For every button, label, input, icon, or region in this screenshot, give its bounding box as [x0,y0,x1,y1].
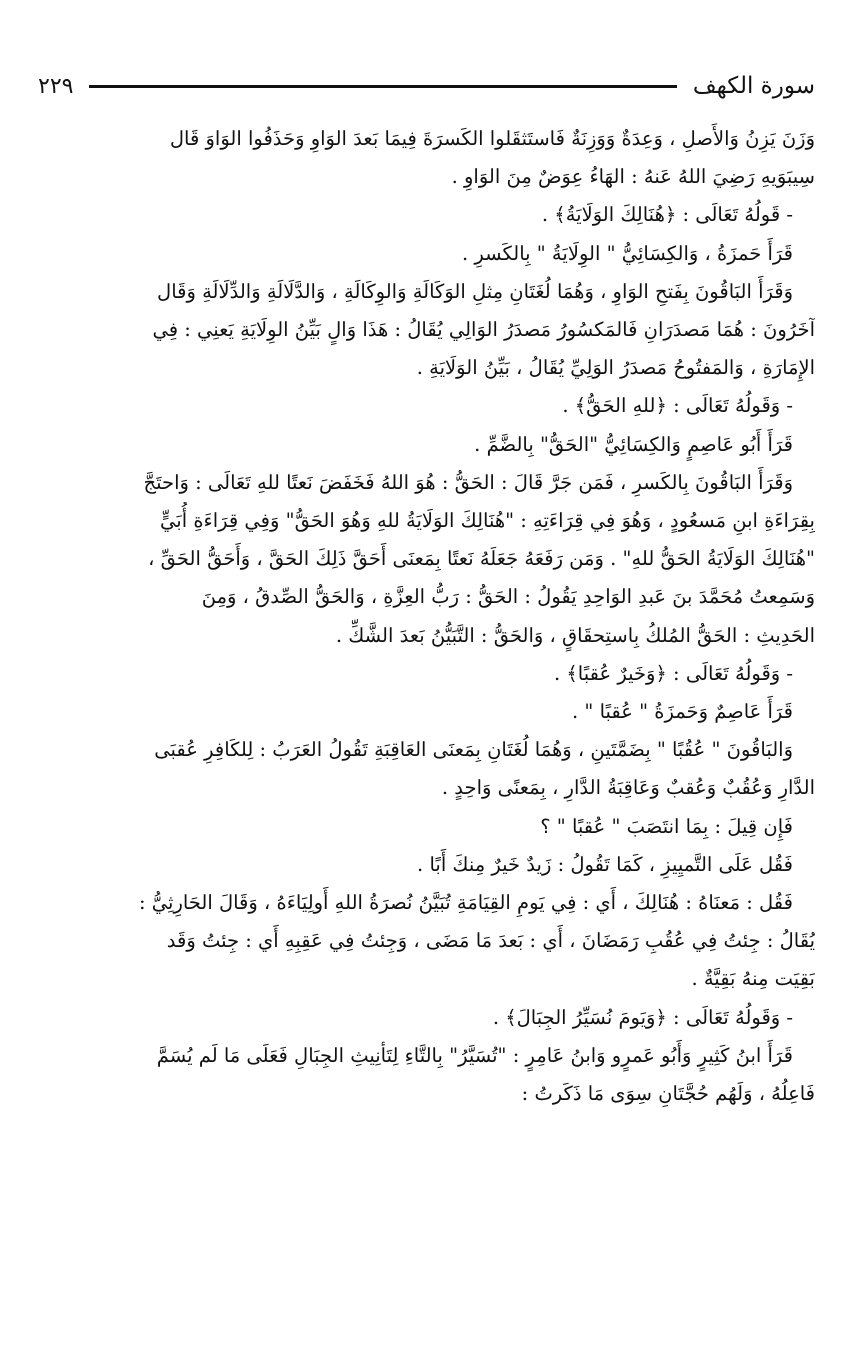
text-line: - وَقَولُهُ تَعَالَى : ﴿وَخَيرٌ عُقبًا﴾ . [553,661,793,685]
page-header [38,66,815,106]
text-line: فَقُل عَلَى التَّميِيزِ ، كَمَا تَقُولُ : زَيدٌ خَيرٌ مِنكَ أَبًا . [417,852,793,876]
text-line: قَرَأَ أَبُو عَاصِمٍ وَالكِسَائِيُّ "الحَقُّ" بِالضَّمِّ . [474,432,793,456]
text-line: الإِمَارَةِ ، وَالمَفتُوحُ مَصدَرُ الوَلِيِّ يُقَالُ ، بَيِّنُ الوَلَايَةِ . [416,356,815,380]
header-rule [89,85,676,88]
text-line: وَسَمِعتُ مُحَمَّدَ بنَ عَبدِ الوَاحِدِ يَقُولُ : الحَقُّ : رَبُّ العِزَّةِ ، وَالحَقُّ الصِّدقُ ، وَمِنَ [201,585,815,609]
text-line: الدَّارِ وَعُقُبٌ وَعُقبٌ وَعَاقِبَةُ الدَّارِ ، بِمَعنًى وَاحِدٍ . [441,776,815,800]
text-line: بِقِرَاءَةِ ابنِ مَسعُودٍ ، وَهُوَ فِي قِرَاءَتِهِ : "هُنَالِكَ الوَلَايَةُ للهِ وَهُوَ الحَقُّ" وَفِي قِرَاءَةِ أُبَيٍّ [160,509,815,533]
page-number: ٢٢٩ [38,73,74,99]
text-line: "هُنَالِكَ الوَلَايَةُ الحَقُّ للهِ" . وَمَن رَفَعَهُ جَعَلَهُ نَعتًا بِمَعنَى أَحَقَّ ذَلِكَ الحَقَّ ، وَأَحَقُّ الحَقِّ ، [148,547,815,571]
surah-title: سورة الكهف [692,73,815,99]
text-line: فَاعِلُهُ ، وَلَهُم حُجَّتَانِ سِوَى مَا ذَكَرتُ : [521,1082,815,1106]
text-line: آخَرُونَ : هُمَا مَصدَرَانِ فَالمَكسُورُ مَصدَرُ الوَالِي يُقَالُ : هَذَا وَالٍ بَيِّنُ الوِلَايَةِ يَعنِي : فِي [152,318,815,342]
text-line: قَرَأَ حَمزَةُ ، وَالكِسَائِيُّ " الوِلَايَةُ " بِالكَسرِ . [461,241,793,265]
text-line: الحَدِيثِ : الحَقُّ المُلكُ بِاستِحقَاقٍ ، وَالحَقُّ : التَّبَيُّنُ بَعدَ الشَّكِّ . [335,623,815,647]
body-text [38,120,815,1113]
text-line: - وَقَولُهُ تَعَالَى : ﴿للهِ الحَقُّ﴾ . [562,394,793,418]
text-line: قَرَأَ ابنُ كَثِيرٍ وَأَبُو عَمرٍو وَابنُ عَامِرٍ : "تُسَيَّرُ" بِالتَّاءِ لِتَأنِيثِ الجِبَالِ فَعَلَى مَا لَم يُسَمَّ [156,1043,793,1067]
text-line: سِيبَوَيهِ رَضِيَ اللهُ عَنهُ : الهَاءُ عِوَضٌ مِنَ الوَاوِ . [451,165,815,189]
text-line: فَقُل : مَعنَاهُ : هُنَالِكَ ، أَي : فِي يَومِ القِيَامَةِ تُبَيَّنُ نُصرَةُ اللهِ أَولِيَاءَهُ ، وَقَالَ الحَارِثِيُّ : [139,891,793,915]
text-line: وَالبَاقُونَ " عُقُبًا " بِضَمَّتَينِ ، وَهُمَا لُغَتَانِ بِمَعنَى العَاقِبَةِ تَقُولُ العَرَبُ : لِلكَافِرِ عُقبَى [154,738,793,762]
text-line: وَقَرَأَ البَاقُونَ بِالكَسرِ ، فَمَن جَرَّ قَالَ : الحَقُّ : هُوَ اللهُ فَخَفَضَ نَعتًا للهِ تَعَالَى : وَاحتَجَّ [143,470,793,494]
text-line: - قَولُهُ تَعَالَى : ﴿هُنَالِكَ الوَلَايَةُ﴾ . [541,203,793,227]
text-line: يُقَالُ : جِئتُ فِي عُقُبِ رَمَضَانَ ، أَي : بَعدَ مَا مَضَى ، وَجِئتُ فِي عَقِبِهِ أَي : جِئتُ وَقَد [166,929,815,953]
text-line: بَقِيَت مِنهُ بَقِيَّةٌ . [691,967,815,991]
text-line: وَزَنَ يَزِنُ وَالأَصلِ ، وَعِدَةٌ وَوَزِنَةٌ فَاستَثقَلوا الكَسرَةَ فِيمَا بَعدَ الوَاوِ وَحَذَفُوا الوَاوَ قَال [169,127,815,150]
text-line: فَإِن قِيلَ : بِمَا انتَصَبَ " عُقبًا " ؟ [540,814,793,838]
text-line: وَقَرَأَ البَاقُونَ بِفَتحِ الوَاوِ ، وَهُمَا لُغَتَانِ مِثلِ الوَكَالَةِ وَالوِكَالَةِ ، وَالدَّلَالَةِ وَالدِّلَالَةِ وَقَال [157,279,793,303]
text-line: - وَقَولُهُ تَعَالَى : ﴿وَيَومَ نُسَيِّرُ الجِبَالَ﴾ . [492,1005,793,1029]
text-line: قَرَأَ عَاصِمٌ وَحَمزَةُ " عُقبًا " . [572,700,793,724]
